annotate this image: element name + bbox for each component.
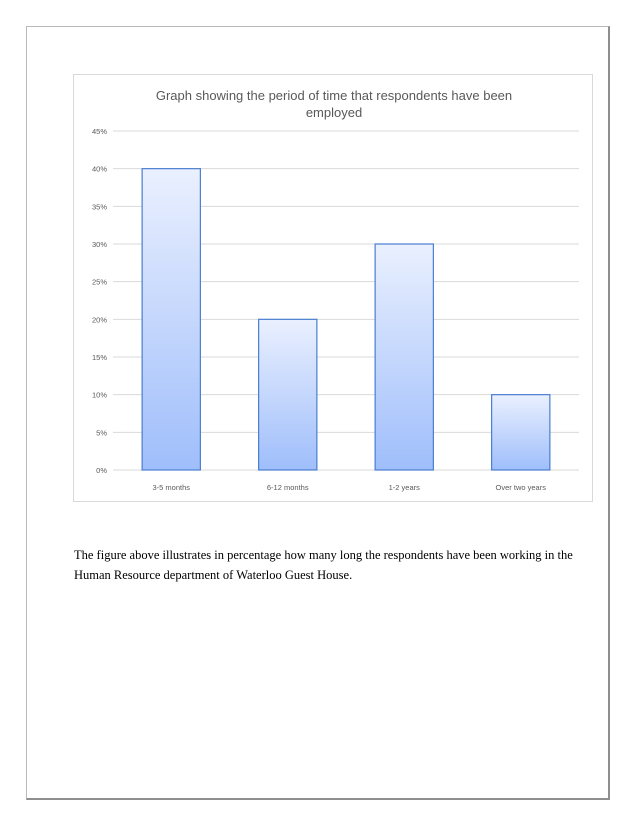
y-tick-label: 45%: [91, 127, 107, 136]
y-tick-label: 15%: [91, 353, 107, 362]
bar-6-12-months: [259, 319, 317, 470]
chart-area: [73, 74, 593, 502]
y-tick-label: 30%: [91, 240, 107, 249]
y-tick-label: 40%: [91, 164, 107, 174]
chart-title-line-1: Graph showing the period of time that respondents have been: [155, 88, 513, 103]
figure-caption: The figure above illustrates in percentage how many long the respondents have been working in the Human Resource department of Waterloo Guest House.: [74, 548, 573, 582]
bar-1-2-years: [375, 244, 433, 470]
y-tick-label: 25%: [91, 277, 107, 287]
bar-3-5-months: [142, 169, 200, 470]
x-tick-label: 1-2 years: [388, 483, 420, 492]
y-tick-label: 35%: [91, 202, 107, 212]
bar-over-two-years: [492, 395, 550, 470]
chart-title-line-2: employed: [305, 105, 363, 120]
y-tick-label: 5%: [96, 428, 107, 438]
x-axis-tick-labels: [152, 483, 546, 492]
x-tick-label: Over two years: [495, 483, 546, 492]
x-tick-label: 3-5 months: [152, 483, 191, 492]
y-axis-tick-labels: [92, 127, 107, 475]
y-tick-label: 10%: [91, 390, 107, 400]
y-tick-label: 20%: [91, 315, 107, 325]
bar-chart: [74, 75, 594, 503]
y-tick-label: 0%: [96, 466, 107, 475]
x-tick-label: 6-12 months: [266, 483, 309, 492]
